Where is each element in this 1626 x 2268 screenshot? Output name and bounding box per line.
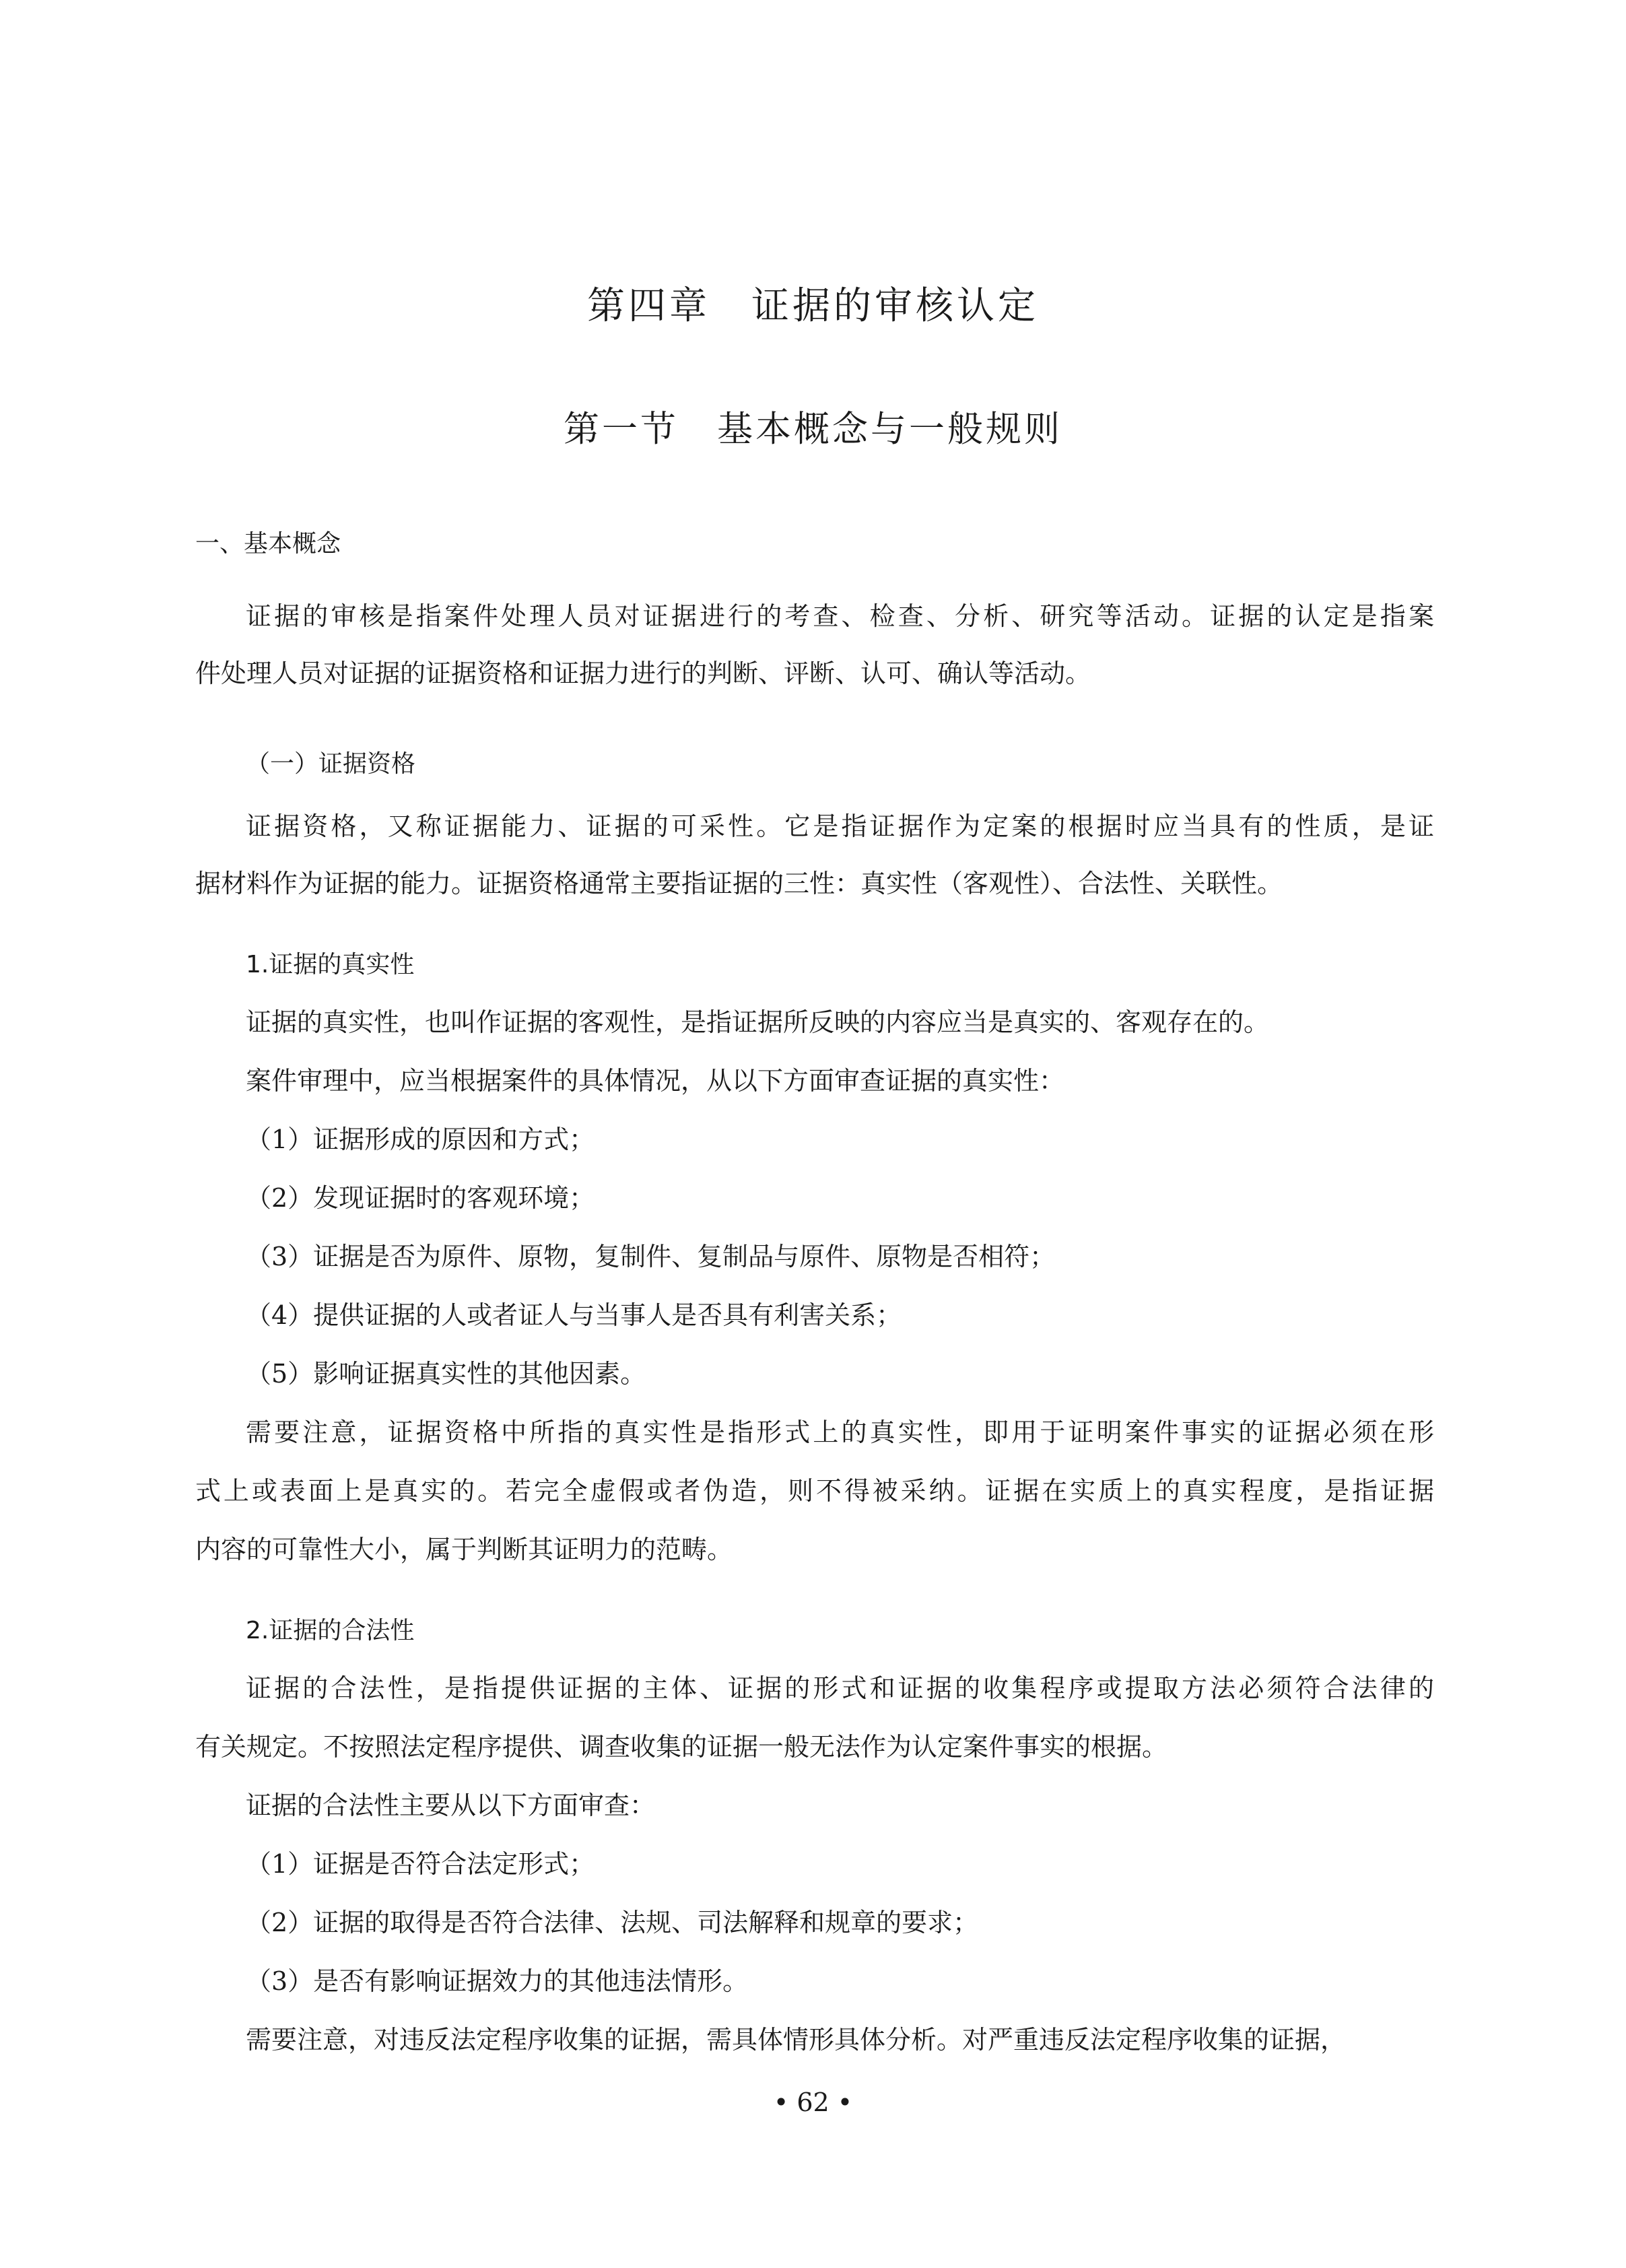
paragraph-intro-line-2: 件处理人员对证据的证据资格和证据力进行的判断、评断、认可、确认等活动。 (195, 659, 1091, 688)
heading-authenticity: 1.证据的真实性 (246, 951, 415, 978)
section-title: 第一节 基本概念与一般规则 (564, 409, 1062, 450)
paragraph-authenticity-definition: 证据的真实性，也叫作证据的客观性，是指证据所反映的内容应当是真实的、客观存在的。 (246, 1007, 1270, 1037)
page-number: • 62 • (773, 2088, 853, 2117)
paragraph-qualification-line-2: 据材料作为证据的能力。证据资格通常主要指证据的三性：真实性（客观性）、合法性、关联性。 (195, 869, 1283, 898)
authenticity-item-5: （5）影响证据真实性的其他因素。 (246, 1359, 646, 1389)
chapter-title: 第四章 证据的审核认定 (587, 284, 1039, 328)
authenticity-item-4: （4）提供证据的人或者证人与当事人是否具有利害关系； (246, 1300, 902, 1330)
paragraph-authenticity-note-line-3: 内容的可靠性大小，属于判断其证明力的范畴。 (195, 1535, 733, 1564)
legality-item-1: （1）证据是否符合法定形式； (246, 1849, 595, 1879)
paragraph-legality-definition-line-2: 有关规定。不按照法定程序提供、调查收集的证据一般无法作为认定案件事实的根据。 (195, 1732, 1168, 1762)
paragraph-authenticity-review: 案件审理中，应当根据案件的具体情况，从以下方面审查证据的真实性： (246, 1066, 1065, 1096)
heading-evidence-qualification: （一）证据资格 (246, 750, 416, 778)
legality-item-3: （3）是否有影响证据效力的其他违法情形。 (246, 1966, 749, 1996)
paragraph-legality-definition-line-1: 证据的合法性，是指提供证据的主体、证据的形式和证据的收集程序或提取方法必须符合法律的 (246, 1673, 1434, 1703)
paragraph-legality-note: 需要注意，对违反法定程序收集的证据，需具体情形具体分析。对严重违反法定程序收集的证据， (246, 2025, 1347, 2055)
authenticity-item-2: （2）发现证据时的客观环境； (246, 1183, 595, 1213)
paragraph-intro-line-1: 证据的审核是指案件处理人员对证据进行的考查、检查、分析、研究等活动。证据的认定是指案 (246, 601, 1434, 631)
legality-item-2: （2）证据的取得是否符合法律、法规、司法解释和规章的要求； (246, 1908, 979, 1937)
heading-legality: 2.证据的合法性 (246, 1617, 415, 1644)
authenticity-item-1: （1）证据形成的原因和方式； (246, 1125, 595, 1154)
heading-basic-concepts: 一、基本概念 (195, 530, 341, 558)
authenticity-item-3: （3）证据是否为原件、原物，复制件、复制品与原件、原物是否相符； (246, 1242, 1056, 1271)
paragraph-qualification-line-1: 证据资格，又称证据能力、证据的可采性。它是指证据作为定案的根据时应当具有的性质，是证 (246, 811, 1434, 841)
paragraph-authenticity-note-line-2: 式上或表面上是真实的。若完全虚假或者伪造，则不得被采纳。证据在实质上的真实程度，是指证据 (195, 1476, 1434, 1506)
paragraph-legality-review: 证据的合法性主要从以下方面审查： (246, 1791, 656, 1820)
paragraph-authenticity-note-line-1: 需要注意，证据资格中所指的真实性是指形式上的真实性，即用于证明案件事实的证据必须在形 (246, 1418, 1434, 1447)
